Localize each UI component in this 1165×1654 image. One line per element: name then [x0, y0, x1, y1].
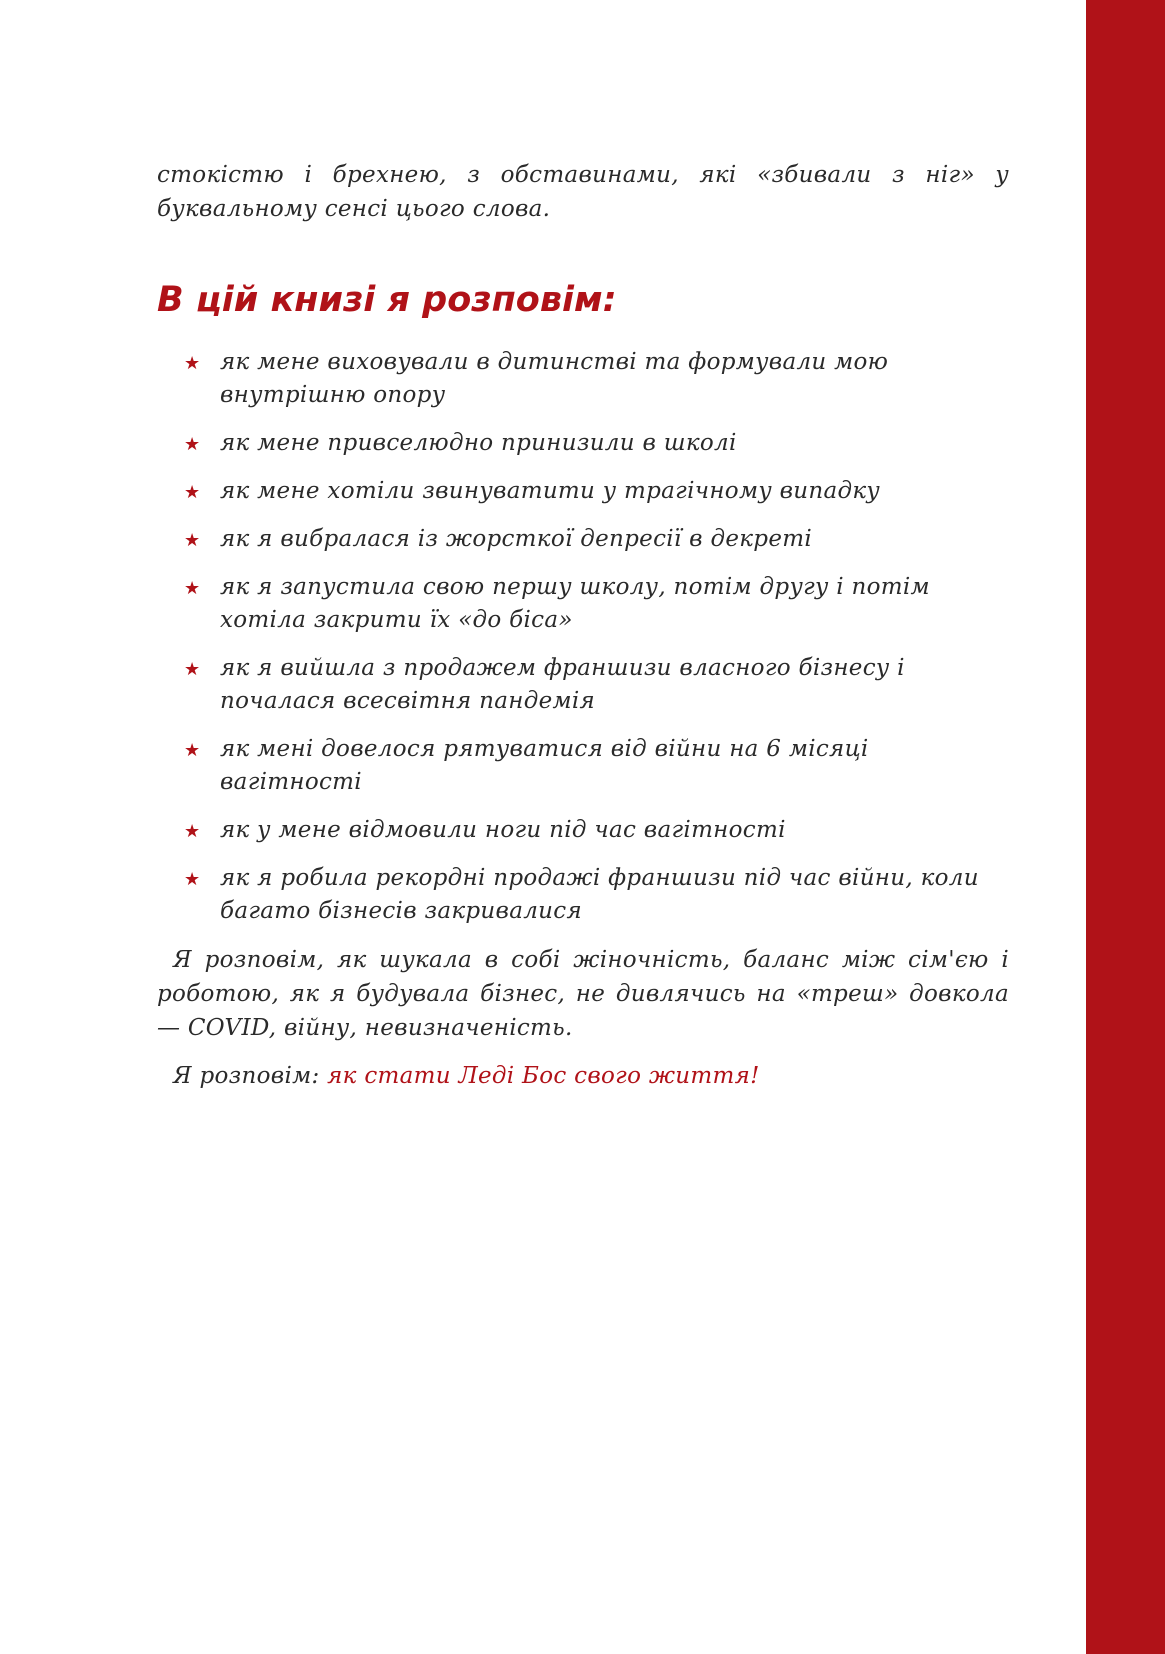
star-icon: ★: [184, 821, 201, 842]
red-side-band: [1086, 0, 1165, 1654]
page-content: [157, 158, 1009, 1093]
list-item: [157, 427, 1009, 460]
list-item: [157, 862, 1009, 928]
body-paragraph: Я розповім, як шукала в собі жіночність, баланс між сім'єю і роботою, як я будувала бізнес, не дивлячись на «треш» довкола — COVID, війну, невизначеність.: [157, 947, 1009, 1041]
list-item-text: як мені довелося рятуватися від війни на 6 місяці вагітності: [220, 736, 869, 795]
star-icon: ★: [184, 578, 201, 599]
star-icon: ★: [184, 740, 201, 761]
closing-paragraph: [157, 1059, 1009, 1093]
list-item: [157, 523, 1009, 556]
list-item-text: як мене хотіли звинуватити у трагічному випадку: [220, 478, 881, 504]
list-item: [157, 814, 1009, 847]
topics-list: [157, 346, 1009, 928]
star-icon: ★: [184, 434, 201, 455]
intro-paragraph: стокістю і брехнею, з обставинами, які «збивали з ніг» у буквальному сенсі цього слова.: [157, 162, 1009, 222]
star-icon: ★: [184, 869, 201, 890]
list-item: [157, 733, 1009, 799]
list-item-text: як я запустила свою першу школу, потім другу і потім хотіла закрити їх «до біса»: [220, 574, 930, 633]
closing-prefix: Я розповім:: [173, 1063, 328, 1089]
list-item-text: як я вийшла з продажем франшизи власного бізнесу і почалася всесвітня пандемія: [220, 655, 905, 714]
closing-highlight: як стати Леді Бос свого життя!: [327, 1063, 760, 1089]
section-heading: В цій книзі я розповім:: [157, 280, 617, 320]
list-item: [157, 475, 1009, 508]
list-item: [157, 652, 1009, 718]
star-icon: ★: [184, 659, 201, 680]
list-item-text: як я вибралася із жорсткої депресії в декреті: [220, 526, 812, 552]
list-item: [157, 346, 1009, 412]
list-item-text: як у мене відмовили ноги під час вагітності: [220, 817, 786, 843]
list-item-text: як мене привселюдно принизили в школі: [220, 430, 737, 456]
list-item: [157, 571, 1009, 637]
star-icon: ★: [184, 482, 201, 503]
star-icon: ★: [184, 353, 201, 374]
list-item-text: як мене виховували в дитинстві та формували мою внутрішню опору: [220, 349, 889, 408]
list-item-text: як я робила рекордні продажі франшизи під час війни, коли багато бізнесів закривалися: [220, 865, 979, 924]
star-icon: ★: [184, 530, 201, 551]
